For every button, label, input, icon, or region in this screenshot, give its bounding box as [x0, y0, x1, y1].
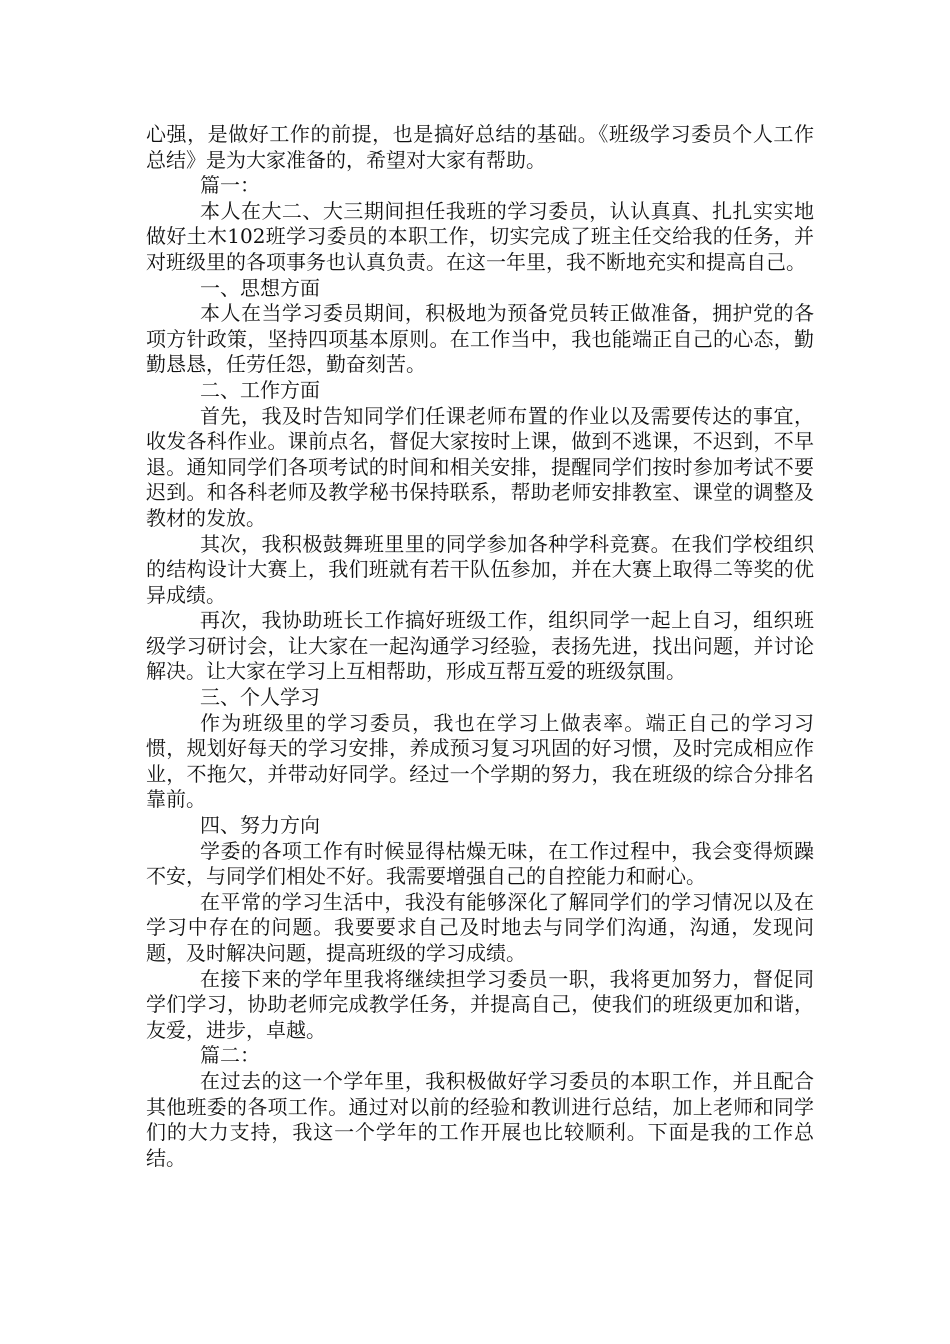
document-body [146, 122, 814, 1171]
paragraph-effort-two: 在平常的学习生活中，我没有能够深化了解同学们的学习情况以及在学习中存在的问题。我要要求自己及时地去与同学们沟通，沟通，发现问题，及时解决问题，提高班级的学习成绩。 [146, 889, 814, 965]
section-heading-part-two: 篇二： [200, 1043, 260, 1068]
paragraph-work-second: 其次，我积极鼓舞班里里的同学参加各种学科竞赛。在我们学校组织的结构设计大赛上，我们班就有若干队伍参加，并在大赛上取得二等奖的优异成绩。 [146, 531, 814, 607]
section-heading-part-one: 篇一： [200, 173, 260, 198]
paragraph-part-one-intro: 本人在大二、大三期间担任我班的学习委员，认认真真、扎扎实实地做好土木102班学习委员的本职工作，切实完成了班主任交给我的任务，并对班级里的各项事务也认真负责。在这一年里，我不断地充实和提高自己。 [146, 198, 814, 274]
paragraph-effort-one: 学委的各项工作有时候显得枯燥无味，在工作过程中，我会变得烦躁不安，与同学们相处不好。我需要增强自己的自控能力和耐心。 [146, 838, 814, 889]
paragraph-personal-study: 作为班级里的学习委员，我也在学习上做表率。端正自己的学习习惯，规划好每天的学习安排，养成预习复习巩固的好习惯，及时完成相应作业，不拖欠，并带动好同学。经过一个学期的努力，我在班级的综合分排名靠前。 [146, 710, 814, 812]
paragraph-thought: 本人在当学习委员期间，积极地为预备党员转正做准备，拥护党的各项方针政策，坚持四项基本原则。在工作当中，我也能端正自己的心态，勤勤恳恳，任劳任怨，勤奋刻苦。 [146, 301, 814, 377]
paragraph-work-third: 再次，我协助班长工作搞好班级工作，组织同学一起上自习，组织班级学习研讨会，让大家在一起沟通学习经验，表扬先进，找出问题，并讨论解决。让大家在学习上互相帮助，形成互帮互爱的班级氛围。 [146, 608, 814, 684]
heading-thought: 一、思想方面 [200, 275, 320, 300]
paragraph-work-first: 首先，我及时告知同学们任课老师布置的作业以及需要传达的事宜，收发各科作业。课前点名，督促大家按时上课，做到不逃课，不迟到，不早退。通知同学们各项考试的时间和相关安排，提醒同学们按时参加考试不要迟到。和各科老师及教学秘书保持联系，帮助老师安排教室、课堂的调整及教材的发放。 [146, 403, 814, 530]
paragraph-intro: 心强，是做好工作的前提，也是搞好总结的基础。《班级学习委员个人工作总结》是为大家准备的，希望对大家有帮助。 [146, 122, 814, 172]
heading-personal-study: 三、个人学习 [200, 685, 320, 710]
paragraph-effort-three: 在接下来的学年里我将继续担学习委员一职，我将更加努力，督促同学们学习，协助老师完成教学任务，并提高自己，使我们的班级更加和谐，友爱，进步，卓越。 [146, 966, 814, 1042]
heading-work: 二、工作方面 [200, 377, 320, 402]
paragraph-part-two-intro: 在过去的这一个学年里，我积极做好学习委员的本职工作，并且配合其他班委的各项工作。通过对以前的经验和教训进行总结，加上老师和同学们的大力支持，我这一个学年的工作开展也比较顺利。下面是我的工作总结。 [146, 1068, 814, 1170]
heading-effort-direction: 四、努力方向 [200, 813, 320, 838]
